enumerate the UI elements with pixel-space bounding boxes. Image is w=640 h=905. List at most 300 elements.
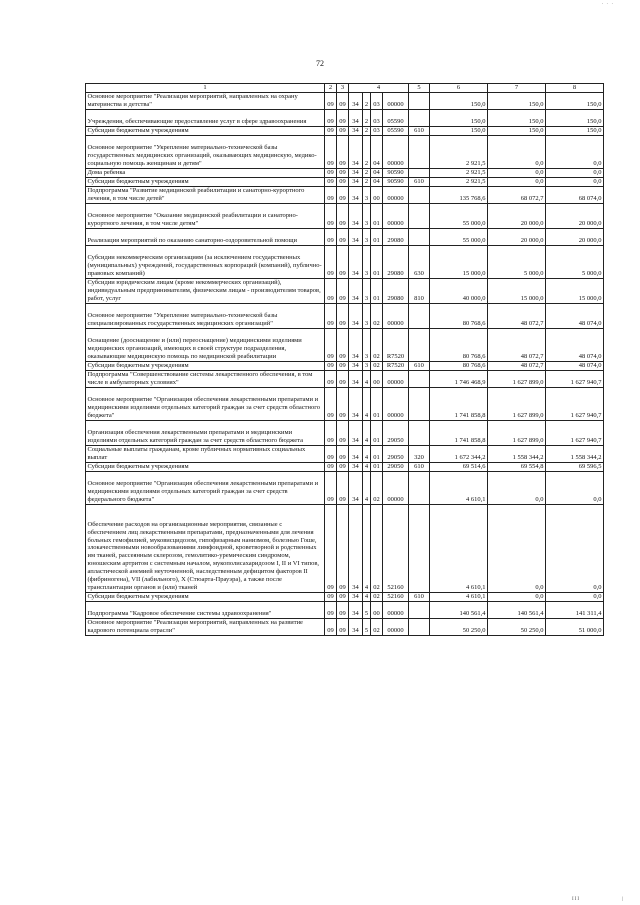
row-value-8: 69 596,5 <box>546 463 604 472</box>
row-code-subprogram: 3 <box>363 229 371 246</box>
row-value-7: 48 072,7 <box>488 329 546 362</box>
row-code-expense-type: 610 <box>409 127 430 136</box>
table-row <box>86 204 604 229</box>
table-row <box>86 421 604 446</box>
row-code-direction: 90590 <box>383 169 409 178</box>
row-code-expense-type <box>409 169 430 178</box>
row-code-activity: 04 <box>371 136 383 169</box>
row-code-3: 09 <box>337 229 349 246</box>
row-value-6: 150,0 <box>430 110 488 127</box>
row-value-8: 15 000,0 <box>546 279 604 304</box>
row-code-activity: 03 <box>371 127 383 136</box>
row-value-7: 150,0 <box>488 127 546 136</box>
row-code-activity: 02 <box>371 362 383 371</box>
row-code-3: 09 <box>337 304 349 329</box>
row-value-7: 1 558 344,2 <box>488 446 546 463</box>
header-col-7: 7 <box>488 84 546 93</box>
row-code-program: 34 <box>349 619 363 636</box>
row-value-6: 150,0 <box>430 93 488 110</box>
row-value-6: 69 514,6 <box>430 463 488 472</box>
row-code-subprogram: 2 <box>363 136 371 169</box>
row-value-7: 0,0 <box>488 178 546 187</box>
row-value-8: 68 074,0 <box>546 187 604 204</box>
row-code-activity: 01 <box>371 229 383 246</box>
row-code-program: 34 <box>349 229 363 246</box>
table-row <box>86 593 604 602</box>
row-value-7: 0,0 <box>488 136 546 169</box>
row-code-3: 09 <box>337 463 349 472</box>
row-value-7: 5 000,0 <box>488 246 546 279</box>
row-code-3: 09 <box>337 178 349 187</box>
row-code-expense-type <box>409 505 430 593</box>
row-value-8: 51 000,0 <box>546 619 604 636</box>
row-code-expense-type <box>409 187 430 204</box>
row-code-3: 09 <box>337 388 349 421</box>
header-col-2: 2 <box>325 84 337 93</box>
row-code-subprogram: 4 <box>363 446 371 463</box>
row-code-3: 09 <box>337 204 349 229</box>
header-col-1: 1 <box>86 84 325 93</box>
row-value-6: 1 741 858,8 <box>430 421 488 446</box>
row-code-expense-type <box>409 329 430 362</box>
row-value-8: 0,0 <box>546 472 604 505</box>
row-code-program: 34 <box>349 136 363 169</box>
header-col-6: 6 <box>430 84 488 93</box>
row-name: Субсидии бюджетным учреждениям <box>86 178 325 187</box>
row-code-subprogram: 2 <box>363 93 371 110</box>
row-code-activity: 04 <box>371 178 383 187</box>
row-code-program: 34 <box>349 602 363 619</box>
row-name: Субсидии бюджетным учреждениям <box>86 362 325 371</box>
row-code-expense-type <box>409 371 430 388</box>
row-code-expense-type: 610 <box>409 362 430 371</box>
row-value-8: 48 074,0 <box>546 362 604 371</box>
row-code-3: 09 <box>337 446 349 463</box>
row-value-8: 20 000,0 <box>546 204 604 229</box>
row-code-expense-type: 810 <box>409 279 430 304</box>
row-code-subprogram: 3 <box>363 187 371 204</box>
row-code-expense-type: 630 <box>409 246 430 279</box>
row-code-direction: 00000 <box>383 388 409 421</box>
row-code-3: 09 <box>337 472 349 505</box>
row-code-activity: 04 <box>371 169 383 178</box>
row-code-program: 34 <box>349 505 363 593</box>
row-code-program: 34 <box>349 93 363 110</box>
row-code-activity: 02 <box>371 619 383 636</box>
row-value-8: 150,0 <box>546 93 604 110</box>
row-code-2: 09 <box>325 362 337 371</box>
row-code-direction: 00000 <box>383 187 409 204</box>
row-code-2: 09 <box>325 187 337 204</box>
table-row <box>86 178 604 187</box>
row-name: Основное мероприятие "Организация обеспечения лекарственными препаратами и медицинскими изделиями отдельных категорий граждан за счет средств областного бюджета" <box>86 388 325 421</box>
row-code-program: 34 <box>349 329 363 362</box>
row-code-2: 09 <box>325 329 337 362</box>
row-value-6: 1 746 468,9 <box>430 371 488 388</box>
row-code-expense-type <box>409 388 430 421</box>
row-code-3: 09 <box>337 421 349 446</box>
row-name: Обеспечение расходов на организационные мероприятия, связанные с обеспечением лиц лекарственными препаратами, предназначенными для лечения больных гемофилией, муковисцидозом, гипофизарным нанизмом, болезнью Гоше, злокачественными новообразованиями лимфоидной, кроветворной и родственных им тканей, рассеянным склерозом, гемолитико-уремическим синдромом, юношеским артритом с системным началом, мукополисахаридозом I, II и VI типов, апластической анемией неуточненной, наследственным дефицитом факторов II (фибриногена), VII (лабильного), X (Стюарта-Прауэра), а также после трансплантации органов и (или) тканей <box>86 505 325 593</box>
row-code-program: 34 <box>349 204 363 229</box>
row-code-program: 34 <box>349 304 363 329</box>
row-code-2: 09 <box>325 421 337 446</box>
table-row <box>86 246 604 279</box>
row-value-7: 15 000,0 <box>488 279 546 304</box>
row-code-activity: 03 <box>371 93 383 110</box>
row-code-direction: 00000 <box>383 204 409 229</box>
row-name: Субсидии бюджетным учреждениям <box>86 127 325 136</box>
row-value-7: 0,0 <box>488 593 546 602</box>
row-code-expense-type <box>409 229 430 246</box>
table-row <box>86 136 604 169</box>
row-code-subprogram: 2 <box>363 169 371 178</box>
row-code-2: 09 <box>325 169 337 178</box>
row-name: Социальные выплаты гражданам, кроме публичных нормативных социальных выплат <box>86 446 325 463</box>
row-name: Основное мероприятие "Укрепление материально-технической базы специализированных государственных медицинских организаций" <box>86 304 325 329</box>
row-value-6: 150,0 <box>430 127 488 136</box>
row-value-6: 4 610,1 <box>430 505 488 593</box>
row-value-6: 4 610,1 <box>430 593 488 602</box>
row-code-activity: 02 <box>371 304 383 329</box>
row-code-subprogram: 2 <box>363 127 371 136</box>
row-code-subprogram: 3 <box>363 279 371 304</box>
header-col-4: 4 <box>349 84 409 93</box>
table-row <box>86 388 604 421</box>
row-code-3: 09 <box>337 505 349 593</box>
row-value-7: 48 072,7 <box>488 362 546 371</box>
row-code-direction: 00000 <box>383 93 409 110</box>
row-name: Дома ребенка <box>86 169 325 178</box>
row-code-3: 09 <box>337 362 349 371</box>
row-code-activity: 01 <box>371 421 383 446</box>
table-row <box>86 619 604 636</box>
row-value-6: 80 768,6 <box>430 329 488 362</box>
row-code-2: 09 <box>325 279 337 304</box>
row-code-2: 09 <box>325 472 337 505</box>
row-value-6: 2 921,5 <box>430 169 488 178</box>
row-value-8: 1 627 940,7 <box>546 371 604 388</box>
row-code-expense-type: 610 <box>409 463 430 472</box>
row-code-activity: 00 <box>371 371 383 388</box>
row-name: Основное мероприятие "Реализация мероприятий, направленных на развитие кадрового потенциала отрасли" <box>86 619 325 636</box>
row-value-8: 48 074,0 <box>546 304 604 329</box>
row-code-program: 34 <box>349 187 363 204</box>
row-value-7: 150,0 <box>488 110 546 127</box>
row-code-expense-type: 320 <box>409 446 430 463</box>
row-name: Подпрограмма "Совершенствование системы лекарственного обеспечения, в том числе в амбулаторных условиях" <box>86 371 325 388</box>
row-code-direction: 29080 <box>383 246 409 279</box>
row-code-activity: 01 <box>371 463 383 472</box>
row-code-subprogram: 4 <box>363 421 371 446</box>
row-code-activity: 02 <box>371 329 383 362</box>
row-code-3: 09 <box>337 93 349 110</box>
row-code-2: 09 <box>325 463 337 472</box>
row-code-2: 09 <box>325 246 337 279</box>
row-code-expense-type: 610 <box>409 178 430 187</box>
row-code-direction: R7520 <box>383 362 409 371</box>
row-code-program: 34 <box>349 169 363 178</box>
row-value-7: 0,0 <box>488 505 546 593</box>
row-name: Субсидии бюджетным учреждениям <box>86 463 325 472</box>
row-code-program: 34 <box>349 246 363 279</box>
row-code-expense-type <box>409 204 430 229</box>
row-value-6: 80 768,6 <box>430 362 488 371</box>
row-code-subprogram: 3 <box>363 304 371 329</box>
row-value-7: 50 250,0 <box>488 619 546 636</box>
row-code-expense-type <box>409 619 430 636</box>
corner-mark-bottom-right: | <box>622 897 625 902</box>
row-code-subprogram: 4 <box>363 388 371 421</box>
row-code-3: 09 <box>337 136 349 169</box>
row-code-subprogram: 5 <box>363 602 371 619</box>
row-value-7: 20 000,0 <box>488 204 546 229</box>
row-value-8: 141 311,4 <box>546 602 604 619</box>
row-code-expense-type <box>409 136 430 169</box>
table-row <box>86 362 604 371</box>
row-code-direction: 00000 <box>383 304 409 329</box>
row-code-program: 34 <box>349 127 363 136</box>
row-value-6: 50 250,0 <box>430 619 488 636</box>
table-row <box>86 446 604 463</box>
row-code-activity: 01 <box>371 388 383 421</box>
table-row <box>86 505 604 593</box>
row-code-program: 34 <box>349 371 363 388</box>
row-code-program: 34 <box>349 110 363 127</box>
row-code-expense-type <box>409 602 430 619</box>
row-value-6: 80 768,6 <box>430 304 488 329</box>
table-row <box>86 187 604 204</box>
row-code-program: 34 <box>349 463 363 472</box>
row-value-6: 2 921,5 <box>430 178 488 187</box>
row-code-2: 09 <box>325 229 337 246</box>
row-code-subprogram: 4 <box>363 505 371 593</box>
row-code-2: 09 <box>325 446 337 463</box>
header-col-5: 5 <box>409 84 430 93</box>
row-code-activity: 01 <box>371 246 383 279</box>
row-code-2: 09 <box>325 593 337 602</box>
row-code-3: 09 <box>337 279 349 304</box>
row-code-activity: 01 <box>371 279 383 304</box>
row-value-7: 1 627 899,0 <box>488 421 546 446</box>
row-code-2: 09 <box>325 304 337 329</box>
row-code-direction: 52160 <box>383 593 409 602</box>
row-name: Основное мероприятие "Реализация мероприятий, направленных на охрану материнства и детства" <box>86 93 325 110</box>
row-name: Оснащение (дооснащение и (или) переоснащение) медицинскими изделиями медицинских организаций, имеющих в своей структуре подразделения, оказывающие медицинскую помощь по медицинской реабилитации <box>86 329 325 362</box>
row-code-program: 34 <box>349 593 363 602</box>
budget-table <box>85 83 604 636</box>
row-name: Основное мероприятие "Оказание медицинской реабилитации и санаторно-курортного лечения, в том числе детям" <box>86 204 325 229</box>
row-code-subprogram: 3 <box>363 246 371 279</box>
row-value-7: 0,0 <box>488 169 546 178</box>
row-value-7: 0,0 <box>488 472 546 505</box>
row-code-direction: 00000 <box>383 472 409 505</box>
row-value-7: 20 000,0 <box>488 229 546 246</box>
row-code-activity: 01 <box>371 204 383 229</box>
row-value-6: 55 000,0 <box>430 229 488 246</box>
row-code-subprogram: 2 <box>363 178 371 187</box>
row-value-7: 140 561,4 <box>488 602 546 619</box>
row-value-8: 1 627 940,7 <box>546 421 604 446</box>
row-code-expense-type: 610 <box>409 593 430 602</box>
row-value-6: 135 768,6 <box>430 187 488 204</box>
corner-mark-top: · · · <box>601 2 614 7</box>
row-code-activity: 01 <box>371 446 383 463</box>
row-code-expense-type <box>409 304 430 329</box>
row-code-program: 34 <box>349 279 363 304</box>
row-name: Основное мероприятие "Укрепление материально-технической базы государственных медицинских организаций, оказывающих медицинскую, медико-социальную помощь женщинам и детям" <box>86 136 325 169</box>
row-name: Подпрограмма "Развитие медицинской реабилитации и санаторно-курортного лечения, в том числе детей" <box>86 187 325 204</box>
row-code-3: 09 <box>337 371 349 388</box>
row-code-subprogram: 2 <box>363 110 371 127</box>
row-code-2: 09 <box>325 204 337 229</box>
row-code-3: 09 <box>337 602 349 619</box>
row-code-expense-type <box>409 110 430 127</box>
header-col-3: 3 <box>337 84 349 93</box>
row-value-6: 15 000,0 <box>430 246 488 279</box>
row-code-2: 09 <box>325 93 337 110</box>
table-row <box>86 602 604 619</box>
row-code-expense-type <box>409 472 430 505</box>
page-number: 72 <box>316 59 324 68</box>
table-row <box>86 93 604 110</box>
row-value-7: 1 627 899,0 <box>488 388 546 421</box>
row-code-program: 34 <box>349 362 363 371</box>
table-row <box>86 229 604 246</box>
row-value-8: 20 000,0 <box>546 229 604 246</box>
row-value-6: 55 000,0 <box>430 204 488 229</box>
table-row <box>86 472 604 505</box>
row-code-subprogram: 4 <box>363 472 371 505</box>
row-code-expense-type <box>409 93 430 110</box>
row-code-program: 34 <box>349 388 363 421</box>
row-code-direction: 29080 <box>383 229 409 246</box>
table-row <box>86 127 604 136</box>
row-code-program: 34 <box>349 178 363 187</box>
corner-mark-bottom-left: III <box>572 897 580 902</box>
row-value-8: 0,0 <box>546 136 604 169</box>
row-code-subprogram: 4 <box>363 371 371 388</box>
row-value-8: 0,0 <box>546 593 604 602</box>
row-code-activity: 00 <box>371 602 383 619</box>
row-code-direction: 00000 <box>383 619 409 636</box>
row-code-subprogram: 3 <box>363 329 371 362</box>
table-row <box>86 110 604 127</box>
table-row <box>86 371 604 388</box>
row-code-subprogram: 5 <box>363 619 371 636</box>
row-name: Реализация мероприятий по оказанию санаторно-оздоровительной помощи <box>86 229 325 246</box>
row-value-8: 0,0 <box>546 178 604 187</box>
row-code-direction: 52160 <box>383 505 409 593</box>
row-name: Основное мероприятие "Организация обеспечения лекарственными препаратами и медицинскими изделиями отдельных категорий граждан за счет средств федерального бюджета" <box>86 472 325 505</box>
row-name: Субсидии бюджетным учреждениям <box>86 593 325 602</box>
row-code-3: 09 <box>337 329 349 362</box>
row-value-8: 1 558 344,2 <box>546 446 604 463</box>
row-value-7: 1 627 899,0 <box>488 371 546 388</box>
row-code-3: 09 <box>337 187 349 204</box>
row-code-2: 09 <box>325 371 337 388</box>
row-value-8: 0,0 <box>546 505 604 593</box>
row-value-7: 48 072,7 <box>488 304 546 329</box>
row-value-8: 150,0 <box>546 110 604 127</box>
row-code-program: 34 <box>349 472 363 505</box>
row-value-6: 140 561,4 <box>430 602 488 619</box>
row-code-activity: 03 <box>371 110 383 127</box>
row-value-8: 5 000,0 <box>546 246 604 279</box>
row-value-8: 1 627 940,7 <box>546 388 604 421</box>
row-name: Подпрограмма "Кадровое обеспечение системы здравоохранения" <box>86 602 325 619</box>
row-code-3: 09 <box>337 593 349 602</box>
row-code-direction: 29050 <box>383 421 409 446</box>
row-code-activity: 02 <box>371 505 383 593</box>
table-row <box>86 463 604 472</box>
row-code-direction: 29050 <box>383 463 409 472</box>
row-code-3: 09 <box>337 110 349 127</box>
row-code-subprogram: 4 <box>363 593 371 602</box>
row-code-direction: 00000 <box>383 602 409 619</box>
row-code-direction: 00000 <box>383 371 409 388</box>
row-value-8: 0,0 <box>546 169 604 178</box>
table-header-row <box>86 84 604 93</box>
row-value-7: 68 072,7 <box>488 187 546 204</box>
table-row <box>86 304 604 329</box>
row-code-3: 09 <box>337 127 349 136</box>
row-code-program: 34 <box>349 446 363 463</box>
row-code-direction: 05590 <box>383 110 409 127</box>
row-code-direction: R7520 <box>383 329 409 362</box>
row-code-3: 09 <box>337 169 349 178</box>
row-name: Субсидии некоммерческим организациям (за исключением государственных (муниципальных) учреждений, государственных корпораций (компаний), публично-правовых компаний) <box>86 246 325 279</box>
table-body <box>86 84 604 636</box>
row-value-6: 1 672 344,2 <box>430 446 488 463</box>
table-row <box>86 169 604 178</box>
row-code-3: 09 <box>337 246 349 279</box>
row-code-expense-type <box>409 421 430 446</box>
row-value-7: 69 554,8 <box>488 463 546 472</box>
row-value-6: 40 000,0 <box>430 279 488 304</box>
row-name: Организация обеспечения лекарственными препаратами и медицинскими изделиями отдельных категорий граждан за счет средств областного бюджета <box>86 421 325 446</box>
row-code-direction: 00000 <box>383 136 409 169</box>
row-code-activity: 02 <box>371 593 383 602</box>
row-code-2: 09 <box>325 136 337 169</box>
header-col-8: 8 <box>546 84 604 93</box>
row-code-3: 09 <box>337 619 349 636</box>
row-code-activity: 00 <box>371 187 383 204</box>
row-code-subprogram: 3 <box>363 362 371 371</box>
row-code-subprogram: 4 <box>363 463 371 472</box>
row-code-direction: 29050 <box>383 446 409 463</box>
row-code-2: 09 <box>325 127 337 136</box>
row-value-7: 150,0 <box>488 93 546 110</box>
row-code-program: 34 <box>349 421 363 446</box>
row-code-activity: 02 <box>371 472 383 505</box>
row-name: Субсидии юридическим лицам (кроме некоммерческих организаций), индивидуальным предпринимателям, физическим лицам - производителям товаров, работ, услуг <box>86 279 325 304</box>
row-value-6: 2 921,5 <box>430 136 488 169</box>
row-value-6: 1 741 858,8 <box>430 388 488 421</box>
row-code-2: 09 <box>325 178 337 187</box>
row-name: Учреждения, обеспечивающие предоставление услуг в сфере здравоохранения <box>86 110 325 127</box>
table-row <box>86 279 604 304</box>
row-code-direction: 29080 <box>383 279 409 304</box>
row-code-2: 09 <box>325 602 337 619</box>
row-value-6: 4 610,1 <box>430 472 488 505</box>
row-value-8: 150,0 <box>546 127 604 136</box>
row-code-direction: 90590 <box>383 178 409 187</box>
row-code-2: 09 <box>325 505 337 593</box>
row-code-direction: 05590 <box>383 127 409 136</box>
row-code-2: 09 <box>325 110 337 127</box>
row-code-2: 09 <box>325 619 337 636</box>
row-value-8: 48 074,0 <box>546 329 604 362</box>
